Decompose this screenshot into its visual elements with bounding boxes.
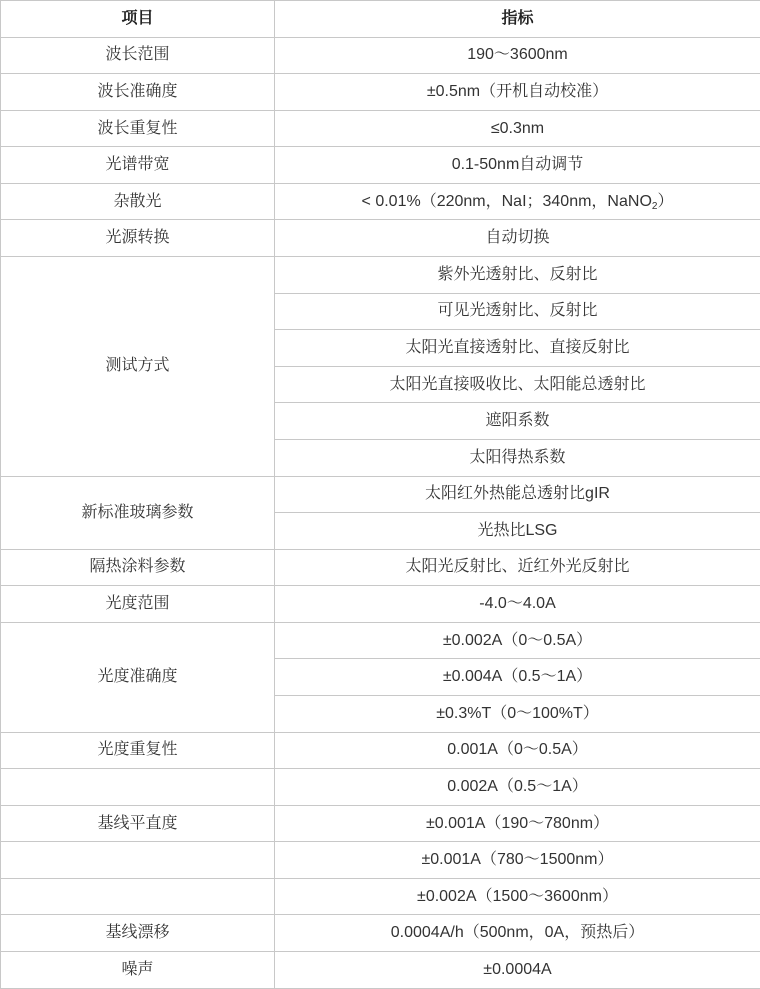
- spec-cell: 自动切换: [275, 220, 760, 257]
- table-row: [1, 183, 760, 220]
- spec-cell: 0.0004A/h（500nm，0A，预热后）: [275, 915, 760, 952]
- table-row: [1, 622, 760, 659]
- spec-cell: ±0.002A（0～0.5A）: [275, 622, 760, 659]
- subscript: 2: [651, 200, 658, 212]
- item-cell: 光谱带宽: [1, 147, 275, 184]
- item-cell: 光度范围: [1, 586, 275, 623]
- spec-cell: 太阳光反射比、近红外光反射比: [275, 549, 760, 586]
- spec-cell: 可见光透射比、反射比: [275, 293, 760, 330]
- spec-cell: 紫外光透射比、反射比: [275, 257, 760, 294]
- spec-text: < 0.01%（220nm，NaI；340nm，NaNO: [361, 192, 652, 210]
- spec-cell: ≤0.3nm: [275, 110, 760, 147]
- spec-cell: 太阳得热系数: [275, 439, 760, 476]
- item-cell: 杂散光: [1, 183, 275, 220]
- spec-cell: 遮阳系数: [275, 403, 760, 440]
- spec-cell: -4.0～4.0A: [275, 586, 760, 623]
- spec-text-tail: ）: [657, 192, 674, 210]
- table-row: [1, 805, 760, 842]
- spec-cell: ±0.3%T（0～100%T）: [275, 695, 760, 732]
- table-row: [1, 952, 760, 989]
- spec-cell: ±0.001A（780～1500nm）: [275, 842, 760, 879]
- table-row: [1, 732, 760, 769]
- item-cell: 波长范围: [1, 37, 275, 74]
- spec-cell: 190～3600nm: [275, 37, 760, 74]
- table-row: [1, 878, 760, 915]
- table-row: [1, 476, 760, 513]
- header-item: 项目: [1, 1, 275, 38]
- spec-cell: ±0.5nm（开机自动校准）: [275, 74, 760, 111]
- spec-cell: 太阳光直接吸收比、太阳能总透射比: [275, 366, 760, 403]
- table-row: [1, 915, 760, 952]
- item-cell: 波长重复性: [1, 110, 275, 147]
- item-cell: 噪声: [1, 952, 275, 989]
- item-cell: [1, 769, 275, 806]
- spec-cell: 光热比LSG: [275, 513, 760, 550]
- item-cell: 新标准玻璃参数: [1, 476, 275, 549]
- table-row: [1, 586, 760, 623]
- item-cell: 隔热涂料参数: [1, 549, 275, 586]
- table-row: [1, 842, 760, 879]
- table-row: [1, 147, 760, 184]
- spec-cell: [275, 183, 760, 220]
- item-cell: [1, 842, 275, 879]
- item-cell: 波长准确度: [1, 74, 275, 111]
- spec-cell: 太阳光直接透射比、直接反射比: [275, 330, 760, 367]
- spec-cell: 太阳红外热能总透射比gIR: [275, 476, 760, 513]
- table-row: [1, 74, 760, 111]
- table-row: [1, 257, 760, 294]
- item-cell: 光度重复性: [1, 732, 275, 769]
- item-cell: 光源转换: [1, 220, 275, 257]
- item-cell: 基线平直度: [1, 805, 275, 842]
- item-cell: 光度准确度: [1, 622, 275, 732]
- table-row: [1, 110, 760, 147]
- table-row: [1, 37, 760, 74]
- spec-cell: ±0.004A（0.5～1A）: [275, 659, 760, 696]
- spec-cell: ±0.002A（1500～3600nm）: [275, 878, 760, 915]
- spec-cell: ±0.001A（190～780nm）: [275, 805, 760, 842]
- spec-cell: ±0.0004A: [275, 952, 760, 989]
- item-cell: [1, 878, 275, 915]
- table-row: [1, 220, 760, 257]
- spec-cell: 0.001A（0～0.5A）: [275, 732, 760, 769]
- table-header-row: [1, 1, 760, 38]
- table-row: [1, 769, 760, 806]
- spec-cell: 0.1-50nm自动调节: [275, 147, 760, 184]
- table-row: [1, 549, 760, 586]
- header-spec: 指标: [275, 1, 760, 38]
- item-cell: 基线漂移: [1, 915, 275, 952]
- item-cell: 测试方式: [1, 257, 275, 476]
- spec-cell: 0.002A（0.5～1A）: [275, 769, 760, 806]
